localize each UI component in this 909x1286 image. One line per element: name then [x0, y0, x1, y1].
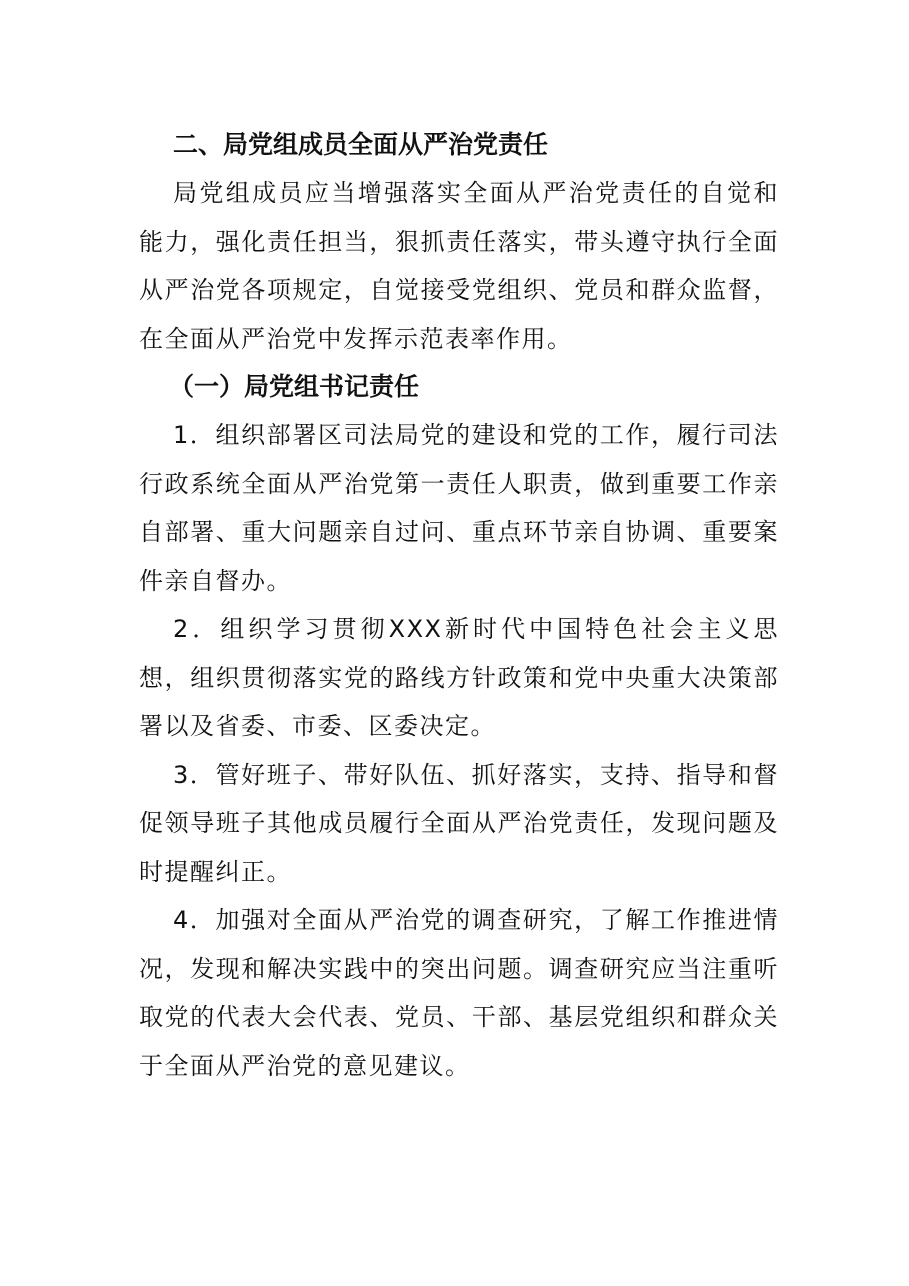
list-item-4: 4．加强对全面从严治党的调查研究，了解工作推进情况，发现和解决实践中的突出问题。调查研究应当注重听取党的代表大会代表、党员、干部、基层党组织和群众关于全面从严治党的意见建议。	[139, 906, 779, 1080]
list-item-3: 3．管好班子、带好队伍、抓好落实，支持、指导和督促领导班子其他成员履行全面从严治党责任，发现问题及时提醒纠正。	[139, 760, 779, 886]
list-item-1: 1．组织部署区司法局党的建设和党的工作，履行司法行政系统全面从严治党第一责任人职责，做到重要工作亲自部署、重大问题亲自过问、重点环节亲自协调、重要案件亲自督办。	[139, 421, 779, 595]
section-title: 二、局党组成员全面从严治党责任	[173, 130, 549, 159]
intro-paragraph: 局党组成员应当增强落实全面从严治党责任的自觉和能力，强化责任担当，狠抓责任落实，带头遵守执行全面从严治党各项规定，自觉接受党组织、党员和群众监督，在全面从严治党中发挥示范表率作用。	[139, 179, 779, 353]
subsection-title: （一）局党组书记责任	[169, 372, 420, 401]
document-body	[139, 121, 779, 1090]
list-item-2: 2．组织学习贯彻XXX新时代中国特色社会主义思想，组织贯彻落实党的路线方针政策和党中央重大决策部署以及省委、市委、区委决定。	[139, 615, 779, 740]
